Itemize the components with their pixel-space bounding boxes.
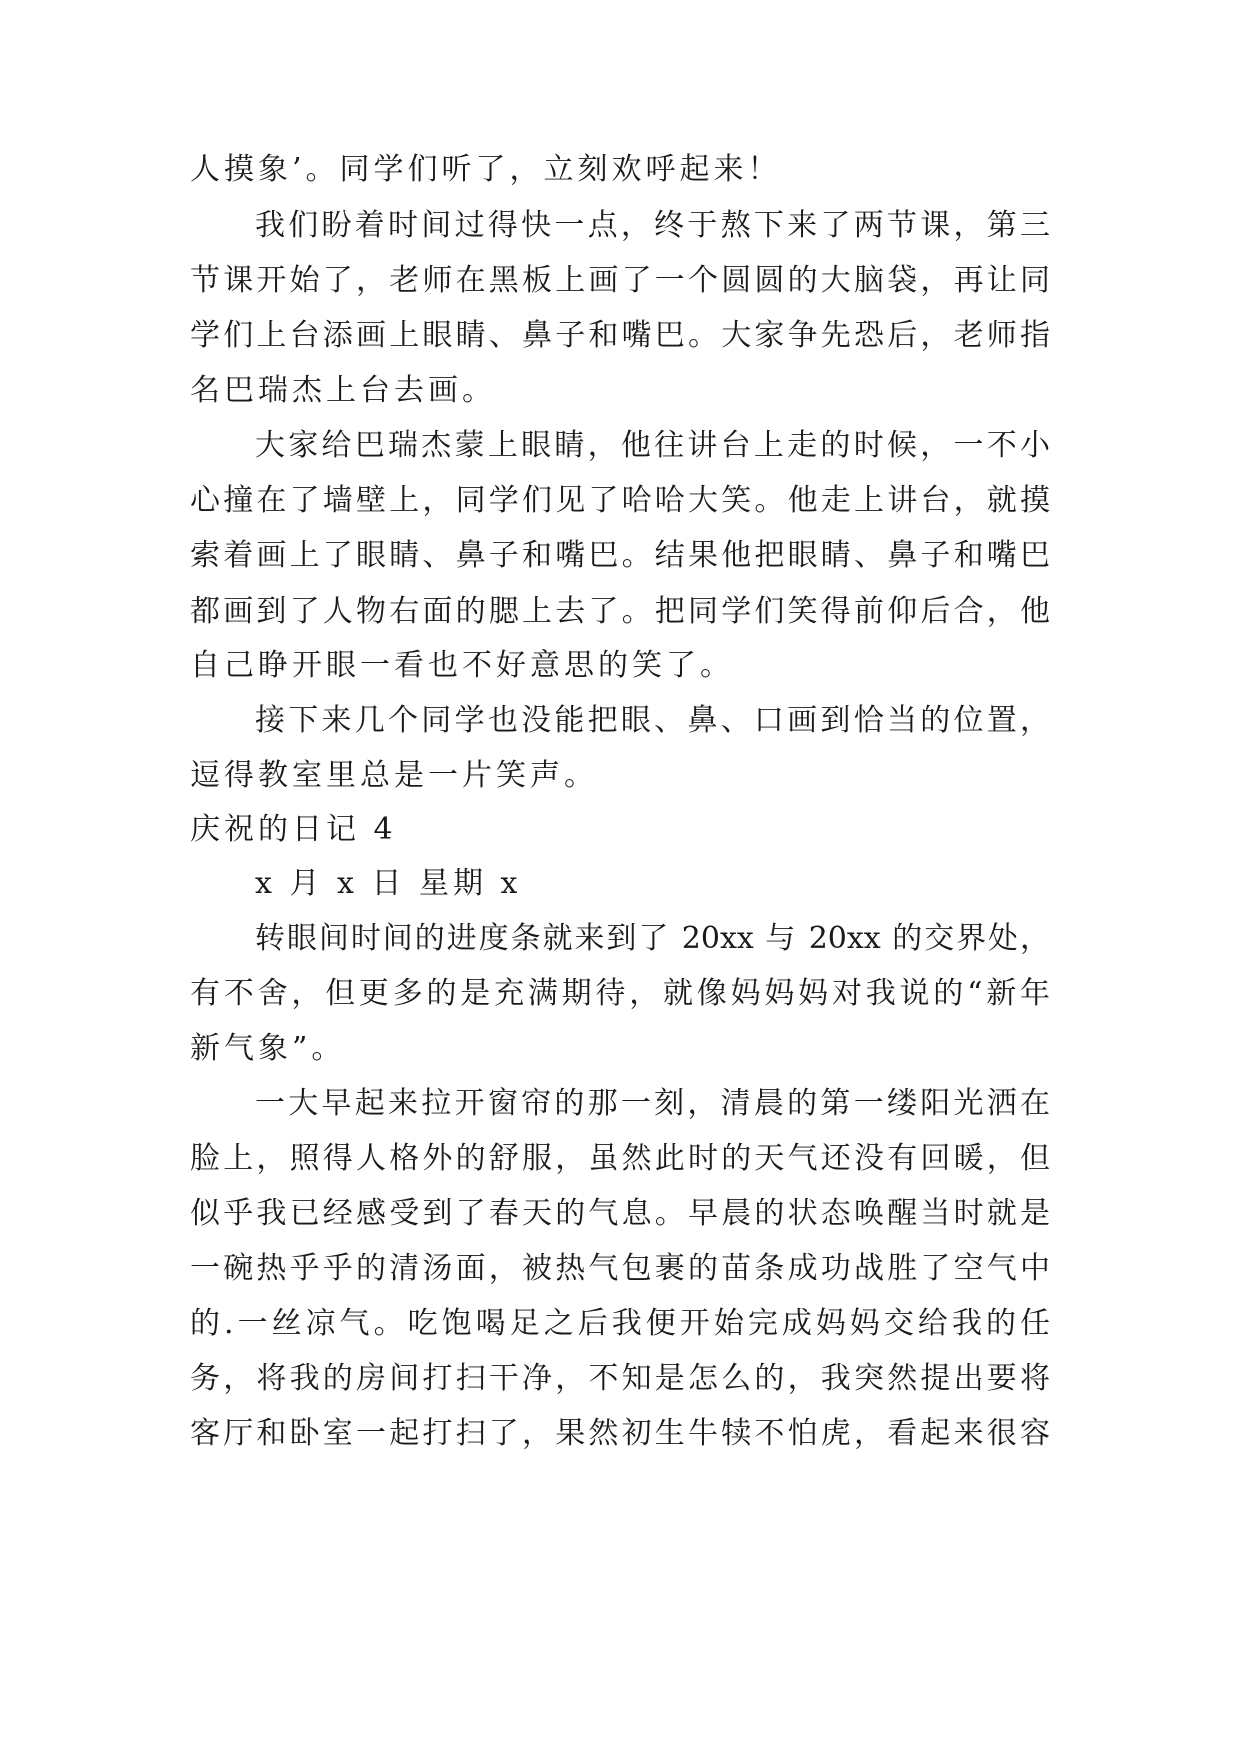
paragraph-line: 逗得教室里总是一片笑声。 — [190, 758, 598, 793]
paragraph-line: 有不舍，但更多的是充满期待，就像妈妈妈对我说的“新年 — [190, 976, 1050, 1011]
paragraph-line: 转眼间时间的进度条就来到了 20xx 与 20xx 的交界处， — [255, 921, 1050, 956]
paragraph-line: 的.一丝凉气。吃饱喝足之后我便开始完成妈妈交给我的任 — [190, 1306, 1050, 1341]
paragraph-line: 学们上台添画上眼睛、鼻子和嘴巴。大家争先恐后，老师指 — [190, 318, 1050, 353]
section-heading: 庆祝的日记 4 — [190, 812, 397, 847]
paragraph-line: 接下来几个同学也没能把眼、鼻、口画到恰当的位置， — [255, 703, 1050, 738]
paragraph-line: 似乎我已经感受到了春天的气息。早晨的状态唤醒当时就是 — [190, 1196, 1050, 1231]
paragraph-line: 一大早起来拉开窗帘的那一刻，清晨的第一缕阳光洒在 — [255, 1086, 1050, 1121]
paragraph-line: 索着画上了眼睛、鼻子和嘴巴。结果他把眼睛、鼻子和嘴巴 — [190, 538, 1050, 573]
paragraph-line: 我们盼着时间过得快一点，终于熬下来了两节课，第三 — [255, 208, 1050, 243]
paragraph-line: 务，将我的房间打扫干净，不知是怎么的，我突然提出要将 — [190, 1361, 1050, 1396]
paragraph-line: 脸上，照得人格外的舒服，虽然此时的天气还没有回暖，但 — [190, 1141, 1050, 1176]
diary-date: x 月 x 日 星期 x — [255, 866, 522, 901]
paragraph-line: 一碗热乎乎的清汤面，被热气包裹的苗条成功战胜了空气中 — [190, 1251, 1050, 1286]
paragraph-line: 新气象”。 — [190, 1031, 346, 1066]
paragraph-line: 人摸象’。同学们听了，立刻欢呼起来！ — [190, 152, 782, 187]
paragraph-line: 节课开始了，老师在黑板上画了一个圆圆的大脑袋，再让同 — [190, 263, 1050, 298]
paragraph-line: 客厅和卧室一起打扫了，果然初生牛犊不怕虎，看起来很容 — [190, 1416, 1050, 1451]
paragraph-line: 名巴瑞杰上台去画。 — [190, 373, 496, 408]
paragraph-line: 都画到了人物右面的腮上去了。把同学们笑得前仰后合，他 — [190, 594, 1050, 629]
paragraph-line: 自己睁开眼一看也不好意思的笑了。 — [190, 648, 734, 683]
paragraph-line: 心撞在了墙壁上，同学们见了哈哈大笑。他走上讲台，就摸 — [190, 483, 1050, 518]
paragraph-line: 大家给巴瑞杰蒙上眼睛，他往讲台上走的时候，一不小 — [255, 428, 1050, 463]
